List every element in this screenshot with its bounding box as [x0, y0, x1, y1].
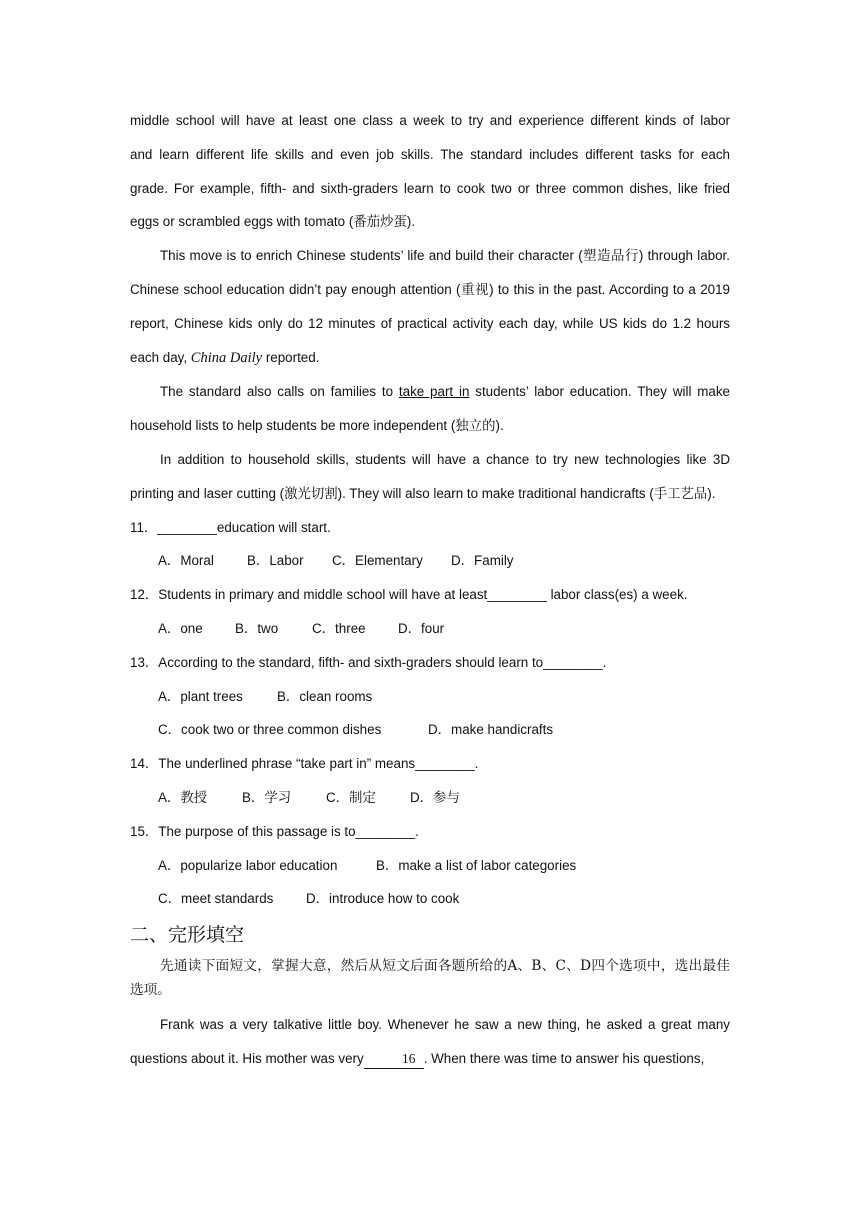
option-row	[158, 882, 730, 916]
question-stem: 13．According to the standard, fifth- and sixth-graders should learn to________.	[130, 654, 607, 670]
option-row	[158, 781, 730, 815]
passage-line: middle school will have at least one class a week to try and experience different kinds of labor	[130, 113, 730, 128]
cloze-blank-16[interactable]: 16	[364, 1050, 424, 1069]
question-12	[130, 578, 730, 646]
passage-text: reported.	[262, 349, 320, 365]
option-row	[158, 849, 730, 883]
passage-paragraph-1	[130, 104, 730, 239]
question-15	[130, 815, 730, 916]
option-d[interactable]: D．make handicrafts	[428, 722, 554, 738]
question-stem: 15．The purpose of this passage is to________.	[130, 823, 419, 839]
passage-text: This move is to enrich Chinese students’ life and build their character (塑造品行) through labor. Chinese school education didn’t pay enough attention (重视) to this in the past. According to a 2019 report, Chinese kids only do 12 minutes of practical activity each day, while US kids do 1.2 hours each day,	[130, 248, 730, 365]
option-d[interactable]: D．introduce how to cook	[306, 891, 460, 907]
option-row	[158, 680, 730, 714]
document-page	[130, 104, 730, 1076]
passage-paragraph-2	[130, 239, 730, 375]
option-c[interactable]: C．cook two or three common dishes	[158, 722, 382, 738]
option-a[interactable]: A．one	[158, 620, 203, 636]
section-heading: 二、完形填空	[130, 924, 245, 947]
source-name: China Daily	[190, 349, 263, 366]
passage-paragraph-3	[130, 375, 730, 443]
cloze-text: Frank was a very talkative little boy. Whenever he saw a new thing, he asked a great many questions about it. His mother was very	[130, 1017, 730, 1066]
option-b[interactable]: B．make a list of labor categories	[376, 857, 577, 873]
option-a[interactable]: A．Moral	[158, 553, 214, 569]
passage-line: and learn different life skills and even job skills. The standard includes different tasks for each	[130, 146, 730, 162]
option-a[interactable]: A．popularize labor education	[158, 857, 338, 873]
cloze-paragraph	[130, 1008, 730, 1076]
question-stem: 11．________education will start.	[130, 519, 331, 535]
option-b[interactable]: B．two	[235, 620, 279, 636]
question-11	[130, 511, 730, 579]
passage-line: grade. For example, fifth- and sixth-graders learn to cook two or three common dishes, like fried	[130, 180, 730, 196]
underlined-phrase: take part in	[398, 384, 470, 400]
option-c[interactable]: C．three	[312, 620, 366, 636]
option-d[interactable]: D．four	[398, 620, 445, 636]
option-b[interactable]: B．Labor	[247, 553, 304, 569]
option-row	[158, 713, 730, 747]
option-b[interactable]: B．学习	[242, 789, 292, 805]
question-stem: 14．The underlined phrase “take part in” means________.	[130, 756, 479, 772]
option-d[interactable]: D．参与	[410, 789, 460, 805]
option-c[interactable]: C．meet standards	[158, 891, 274, 907]
section-instruction: 先通读下面短文，掌握大意，然后从短文后面各题所给的A、B、C、D四个选项中，选出最佳选项。	[130, 958, 730, 999]
option-row	[158, 544, 730, 578]
passage-text: students’ labor education. They will make household lists to help students be more independent (独立的).	[130, 384, 731, 434]
passage-paragraph-4: In addition to household skills, students will have a chance to try new technologies like 3D printing and laser cutting (激光切割). They will also learn to make traditional handicrafts (手工艺品).	[130, 451, 730, 501]
cloze-text: . When there was time to answer his questions,	[423, 1050, 705, 1066]
option-b[interactable]: B．clean rooms	[277, 688, 373, 704]
option-c[interactable]: C．Elementary	[332, 553, 423, 569]
passage-line: eggs or scrambled eggs with tomato (番茄炒蛋).	[130, 214, 416, 230]
option-a[interactable]: A．教授	[158, 789, 208, 805]
passage-text: The standard also calls on families to	[160, 384, 399, 400]
option-d[interactable]: D．Family	[451, 553, 514, 569]
option-row	[158, 612, 730, 646]
question-stem: 12．Students in primary and middle school will have at least________ labor class(es) a week.	[130, 587, 688, 603]
question-13	[130, 646, 730, 747]
option-c[interactable]: C．制定	[326, 789, 376, 805]
question-14	[130, 747, 730, 815]
option-a[interactable]: A．plant trees	[158, 688, 243, 704]
